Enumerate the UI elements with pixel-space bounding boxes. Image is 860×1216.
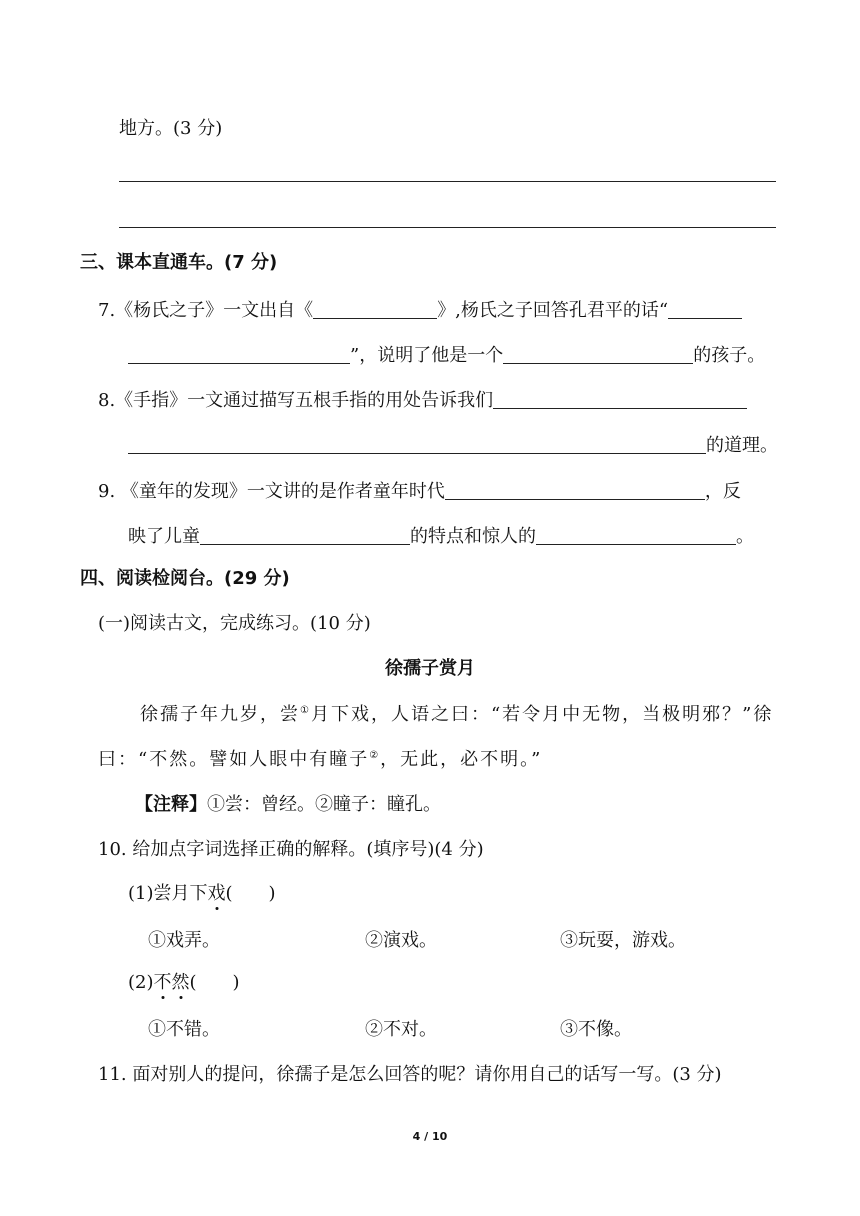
- question-8: [98, 390, 747, 410]
- continuation-text: 地方。(3 分): [119, 118, 223, 139]
- passage-title: 徐孺子赏月: [385, 658, 475, 679]
- answer-blank[interactable]: [200, 526, 410, 545]
- passage-line: [98, 751, 542, 769]
- answer-blank[interactable]: [493, 390, 747, 409]
- section-heading: 三、课本直通车。(7 分): [80, 252, 278, 273]
- option[interactable]: ①戏弄。: [148, 930, 220, 951]
- answer-blank[interactable]: [128, 345, 350, 364]
- question-10-item-2: [128, 974, 240, 992]
- question-8-line2: [128, 435, 778, 455]
- q9-text: ，反: [704, 481, 741, 502]
- passage-text: 曰：“不然。譬如人眼中有瞳子: [98, 749, 370, 770]
- question-7: [98, 300, 742, 320]
- option[interactable]: ①不错。: [148, 1019, 220, 1040]
- question-7-line2: [128, 345, 765, 365]
- q7-text: 》,杨氏之子回答孔君平的话“: [437, 300, 669, 321]
- subsection-heading: (一)阅读古文，完成练习。(10 分): [98, 613, 371, 634]
- note-marker: ①: [300, 705, 311, 716]
- notes-label: 【注释】: [135, 794, 207, 815]
- notes-text: ①尝：曾经。②瞳子：瞳孔。: [207, 794, 441, 815]
- q9-text: 9. 《童年的发现》一文讲的是作者童年时代: [98, 481, 445, 502]
- question-11-stem: 11. 面对别人的提问，徐孺子是怎么回答的呢？请你用自己的话写一写。(3 分): [98, 1064, 722, 1085]
- q9-text: 映了儿童: [128, 526, 200, 547]
- dotted-char: 戏: [207, 883, 226, 904]
- question-9-line2: [128, 526, 754, 546]
- q7-text: 的孩子。: [693, 345, 766, 366]
- note-marker: ②: [369, 750, 381, 761]
- option[interactable]: ③玩耍，游戏。: [560, 930, 686, 951]
- q8-text: 的道理。: [706, 435, 778, 456]
- option[interactable]: ②不对。: [365, 1019, 437, 1040]
- section-heading: 四、阅读检阅台。(29 分): [80, 568, 290, 589]
- q8-text: 8.《手指》一文通过描写五根手指的用处告诉我们: [98, 390, 494, 411]
- page-number: 4 / 10: [412, 1130, 448, 1143]
- question-10-item-1: [128, 885, 276, 903]
- question-9: [98, 481, 741, 501]
- dotted-char: 然: [171, 972, 190, 993]
- q7-text: ”，说明了他是一个: [350, 345, 504, 366]
- item-text: (2): [128, 972, 154, 993]
- answer-line[interactable]: [119, 181, 776, 182]
- option[interactable]: ②演戏。: [365, 930, 437, 951]
- answer-blank[interactable]: [128, 435, 706, 454]
- answer-blank[interactable]: [503, 345, 693, 364]
- question-10-stem: 10. 给加点字词选择正确的解释。(填序号)(4 分): [98, 839, 484, 860]
- answer-blank[interactable]: [445, 481, 705, 500]
- q9-text: 。: [736, 526, 754, 547]
- answer-paren[interactable]: ( ): [189, 972, 240, 993]
- q7-text: 7.《杨氏之子》一文出自《: [98, 300, 314, 321]
- passage-text: 徐孺子年九岁，尝: [140, 704, 300, 725]
- dotted-char: 不: [153, 972, 172, 993]
- passage-text: 月下戏，人语之曰：“若令月中无物，当极明邪？”徐: [310, 704, 774, 725]
- option[interactable]: ③不像。: [560, 1019, 632, 1040]
- answer-paren[interactable]: ( ): [225, 883, 276, 904]
- answer-line[interactable]: [119, 227, 776, 228]
- answer-blank[interactable]: [668, 300, 742, 319]
- notes: [135, 796, 441, 814]
- q9-text: 的特点和惊人的: [410, 526, 536, 547]
- item-text: (1)尝月下: [128, 883, 208, 904]
- answer-blank[interactable]: [536, 526, 736, 545]
- passage-text: ，无此，必不明。”: [380, 749, 543, 770]
- answer-blank[interactable]: [313, 300, 437, 319]
- passage-line: [140, 706, 773, 724]
